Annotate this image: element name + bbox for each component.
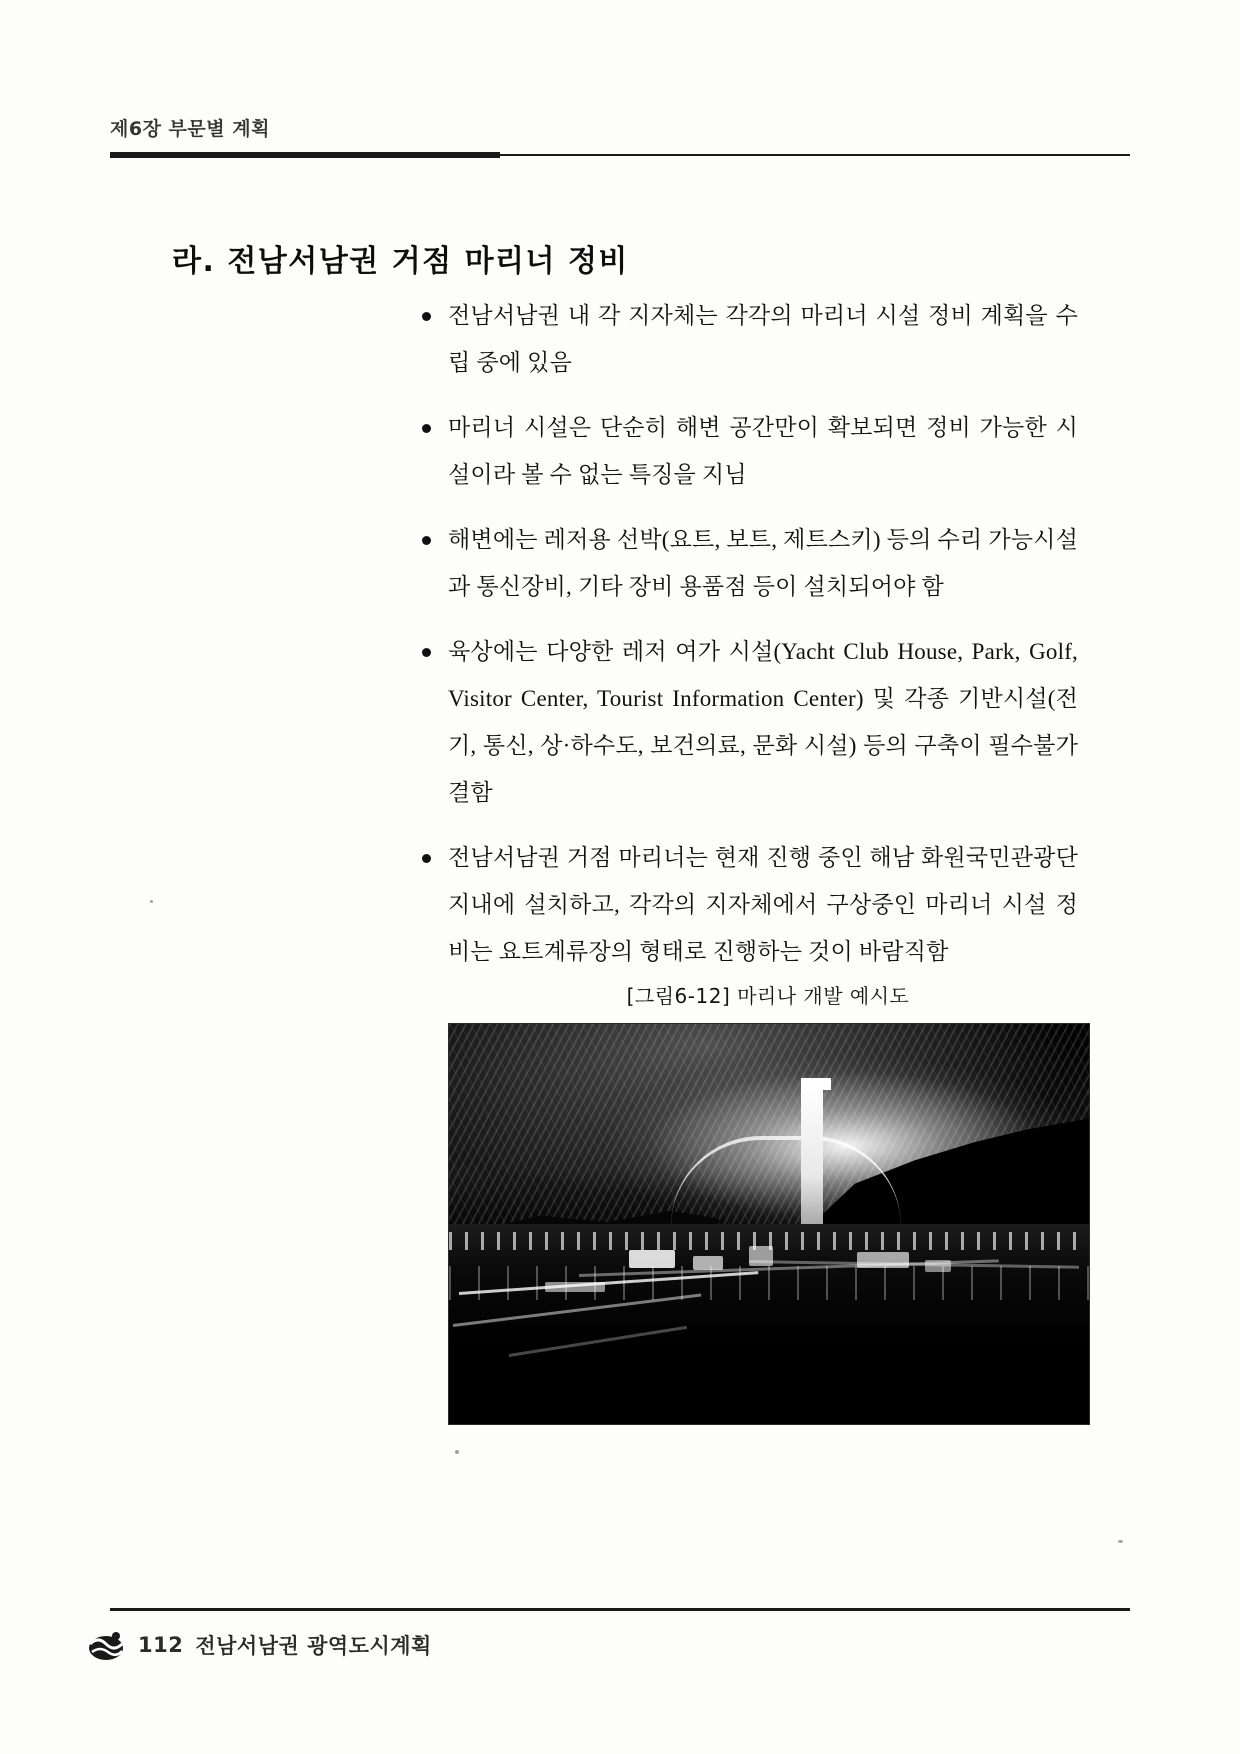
running-header-text: 제6장 부문별 계획 (110, 118, 270, 140)
header-rule-thin (500, 154, 1130, 156)
photo-highlight (629, 1250, 675, 1268)
figure (448, 980, 1088, 1425)
photo-mast-top (801, 1078, 831, 1090)
photo-highlight (925, 1260, 951, 1272)
photo-highlight (749, 1246, 773, 1266)
photo-mast (801, 1086, 823, 1236)
footer-rule (110, 1608, 1130, 1611)
header-rule-thick (110, 152, 500, 158)
running-header (110, 118, 1130, 166)
list-item: 전남서남권 거점 마리너는 현재 진행 중인 해남 화원국민관광단지내에 설치하고, 각각의 지자체에서 구상중인 마리너 시설 정비는 요트계류장의 형태로 진행하는 것이 바람직함 (418, 834, 1078, 975)
wave-logo-icon (86, 1626, 126, 1664)
figure-caption: [그림6-12] 마리나 개발 예시도 (626, 984, 910, 1008)
list-item: 전남서남권 내 각 지자체는 각각의 마리너 시설 정비 계획을 수립 중에 있음 (418, 292, 1078, 386)
photo-highlight (857, 1252, 909, 1268)
list-item: 해변에는 레저용 선박(요트, 보트, 제트스키) 등의 수리 가능시설과 통신장비, 기타 장비 용품점 등이 설치되어야 함 (418, 516, 1078, 610)
list-item: 육상에는 다양한 레저 여가 시설(Yacht Club House, Park, Golf, Visitor Center, Tourist Information Center) 및 각종 기반시설(전기, 통신, 상·하수도, 보건의료, 문화 시설) 등의 구축이 필수불가결함 (418, 628, 1078, 816)
page-footer (86, 1626, 432, 1664)
photo-highlight (545, 1282, 605, 1292)
section-heading: 라. 전남서남권 거점 마리너 정비 (172, 244, 629, 279)
list-item: 마리너 시설은 단순히 해변 공간만이 확보되면 정비 가능한 시설이라 볼 수 없는 특징을 지님 (418, 404, 1078, 498)
marina-photo (448, 1023, 1090, 1425)
bullet-list (418, 292, 1078, 993)
photo-highlight (693, 1256, 723, 1270)
footer-page-number: 112 (138, 1633, 184, 1657)
footer-title: 전남서남권 광역도시계획 (195, 1634, 432, 1658)
